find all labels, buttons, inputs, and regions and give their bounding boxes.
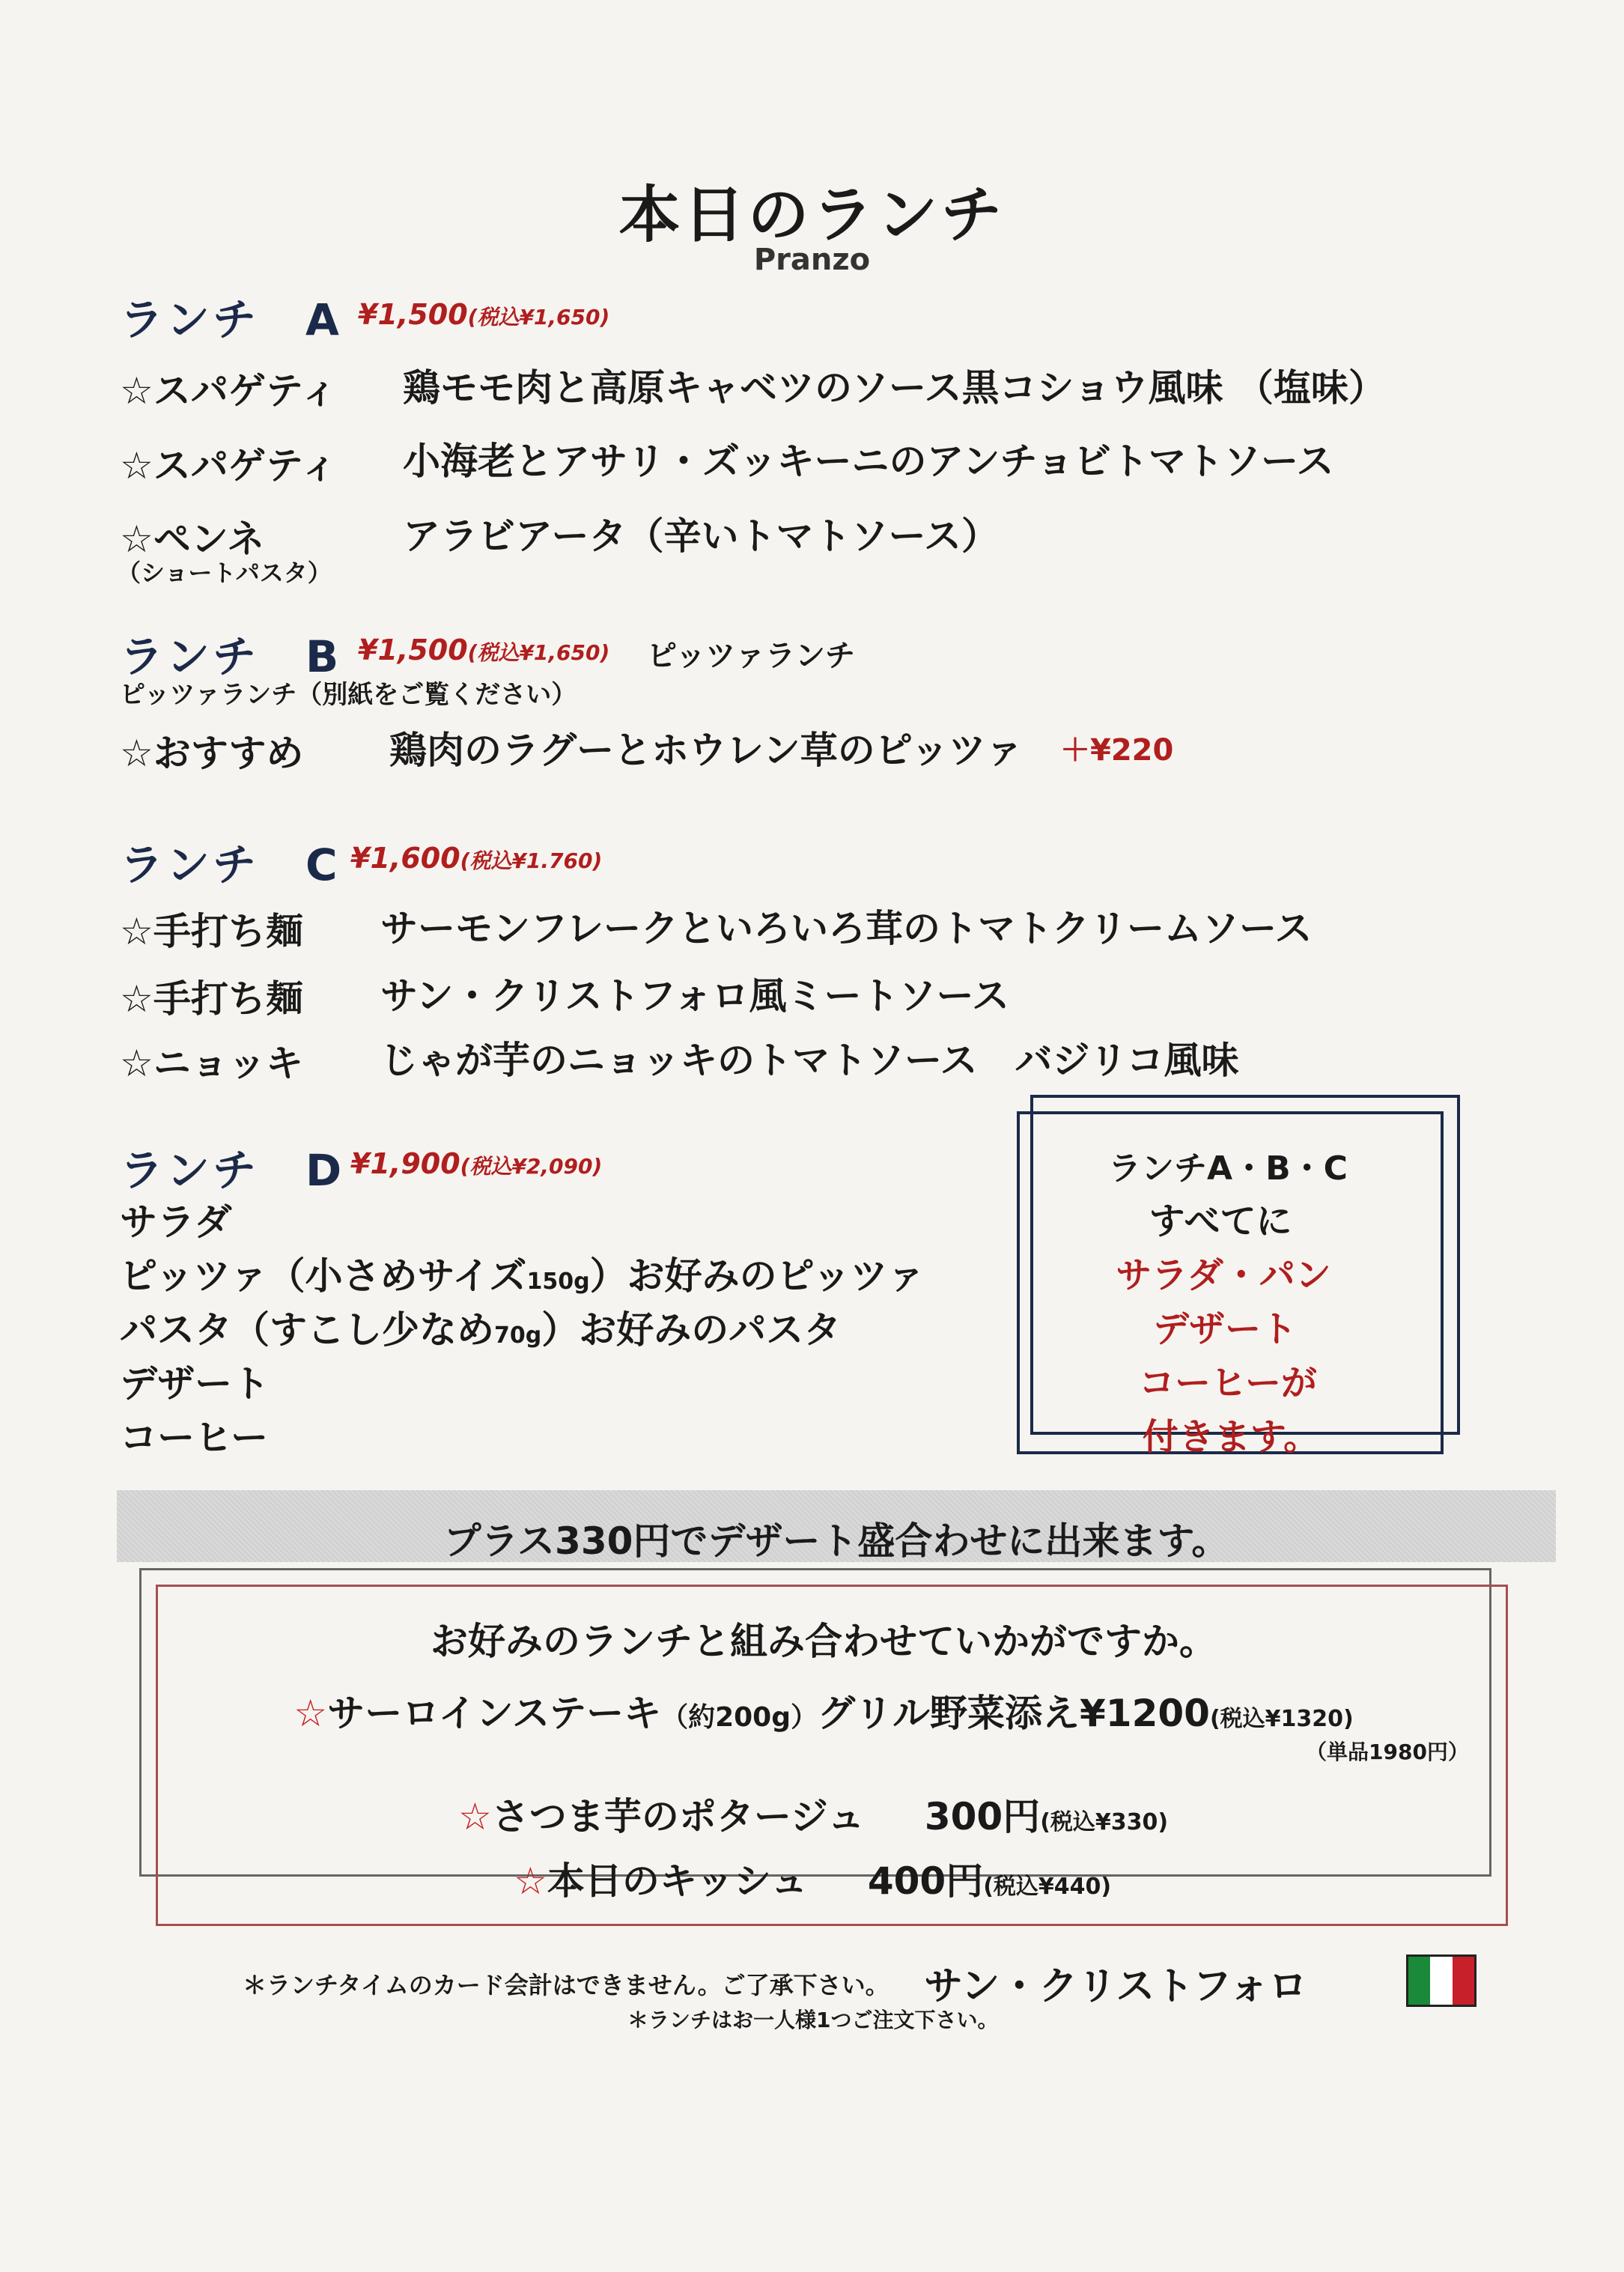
- lunch-b-note: ピッツァランチ（別紙をご覧ください）: [120, 680, 577, 710]
- lunch-d-heading: ランチ D: [120, 1145, 345, 1196]
- addon-quiche: ☆本日のキッシュ 400円(税込¥440): [514, 1859, 1112, 1903]
- lunch-a-item-2-label: ☆スパゲティ: [120, 444, 338, 487]
- lunch-c-item-3-dish: じゃが芋のニョッキのトマトソース バジリコ風味: [380, 1039, 1239, 1082]
- side-box-line-3: サラダ・パン: [1116, 1254, 1331, 1296]
- lunch-c-item-1-dish: サーモンフレークといろいろ茸のトマトクリームソース: [380, 907, 1313, 950]
- flag-stripe-red: [1453, 1957, 1474, 2005]
- star-icon: ☆: [458, 1795, 492, 1838]
- footer-shop-name: サン・クリストフォロ: [924, 1964, 1308, 2009]
- lunch-d-line-pasta: パスタ（すこし少なめ70g）お好みのパスタ: [120, 1308, 842, 1352]
- footer-card-note: ＊ランチタイムのカード会計はできません。ご了承下さい。: [243, 1971, 889, 1999]
- lunch-a-item-2-dish: 小海老とアサリ・ズッキーニのアンチョビトマトソース: [403, 440, 1334, 483]
- side-box-line-6: 付きます。: [1142, 1416, 1320, 1458]
- flag-stripe-green: [1408, 1957, 1430, 2005]
- lunch-d-line-dessert: デザート: [120, 1362, 270, 1406]
- side-box-line-2: すべてに: [1149, 1200, 1292, 1242]
- side-box-line-4: デザート: [1152, 1308, 1297, 1350]
- lunch-c-heading: ランチ C: [120, 839, 341, 890]
- lunch-a-item-3-sub: （ショートパスタ）: [117, 559, 332, 587]
- lunch-d-line-salad: サラダ: [120, 1200, 232, 1244]
- lunch-b-item-extra: ＋¥220: [1060, 733, 1174, 768]
- dessert-banner-text: プラス330円でデザート盛合わせに出来ます。: [443, 1519, 1229, 1563]
- page-title: 本日のランチ: [618, 180, 1006, 251]
- addon-soup: ☆さつま芋のポタージュ 300円(税込¥330): [458, 1795, 1169, 1838]
- lunch-a-item-3-label: ☆ペンネ: [120, 517, 265, 561]
- lunch-a-item-3-dish: アラビアータ（辛いトマトソース）: [403, 514, 999, 558]
- lunch-a-heading: ランチ A: [120, 294, 342, 345]
- italian-flag-icon: [1406, 1954, 1476, 2007]
- lunch-b-item-label: ☆おすすめ: [120, 732, 304, 775]
- addon-steak: ☆サーロインステーキ（約200g）グリル野菜添え¥1200(税込¥1320): [294, 1692, 1354, 1735]
- lunch-c-item-2-label: ☆手打ち麺: [120, 977, 303, 1021]
- lunch-c-item-3-label: ☆ニョッキ: [120, 1042, 303, 1085]
- lunch-d-line-pizza: ピッツァ（小さめサイズ150g）お好みのピッツァ: [120, 1254, 925, 1298]
- side-box-line-1: ランチA・B・C: [1108, 1149, 1348, 1188]
- lunch-b-heading: ランチ B: [120, 631, 342, 682]
- lunch-a-item-1-label: ☆スパゲティ: [120, 369, 338, 413]
- lunch-d-price: ¥1,900(税込¥2,090): [350, 1147, 603, 1180]
- lunch-b-item-dish: 鶏肉のラグーとホウレン草のピッツァ: [389, 729, 1024, 772]
- lunch-b-tag: ピッツァランチ: [647, 639, 855, 673]
- lunch-c-item-1-label: ☆手打ち麺: [120, 910, 303, 953]
- addon-intro: お好みのランチと組み合わせていかがですか。: [431, 1620, 1217, 1663]
- lunch-c-price: ¥1,600(税込¥1.760): [350, 842, 603, 875]
- star-icon: ☆: [294, 1692, 328, 1735]
- lunch-b-price: ¥1,500(税込¥1,650): [358, 634, 610, 666]
- side-box-line-5: コーヒーが: [1138, 1362, 1318, 1404]
- lunch-c-item-2-dish: サン・クリストフォロ風ミートソース: [380, 974, 1009, 1018]
- lunch-a-price: ¥1,500(税込¥1,650): [358, 298, 610, 331]
- footer-order-note: ＊ランチはお一人様1つご注文下さい。: [627, 2008, 999, 2032]
- star-icon: ☆: [514, 1859, 547, 1903]
- flag-stripe-white: [1430, 1957, 1452, 2005]
- page-subtitle: Pranzo: [753, 243, 871, 277]
- lunch-d-line-coffee: コーヒー: [120, 1416, 268, 1460]
- addon-steak-single: （単品1980円）: [1306, 1740, 1469, 1764]
- lunch-a-item-1-dish: 鶏モモ肉と高原キャベツのソース黒コショウ風味 （塩味）: [403, 366, 1386, 410]
